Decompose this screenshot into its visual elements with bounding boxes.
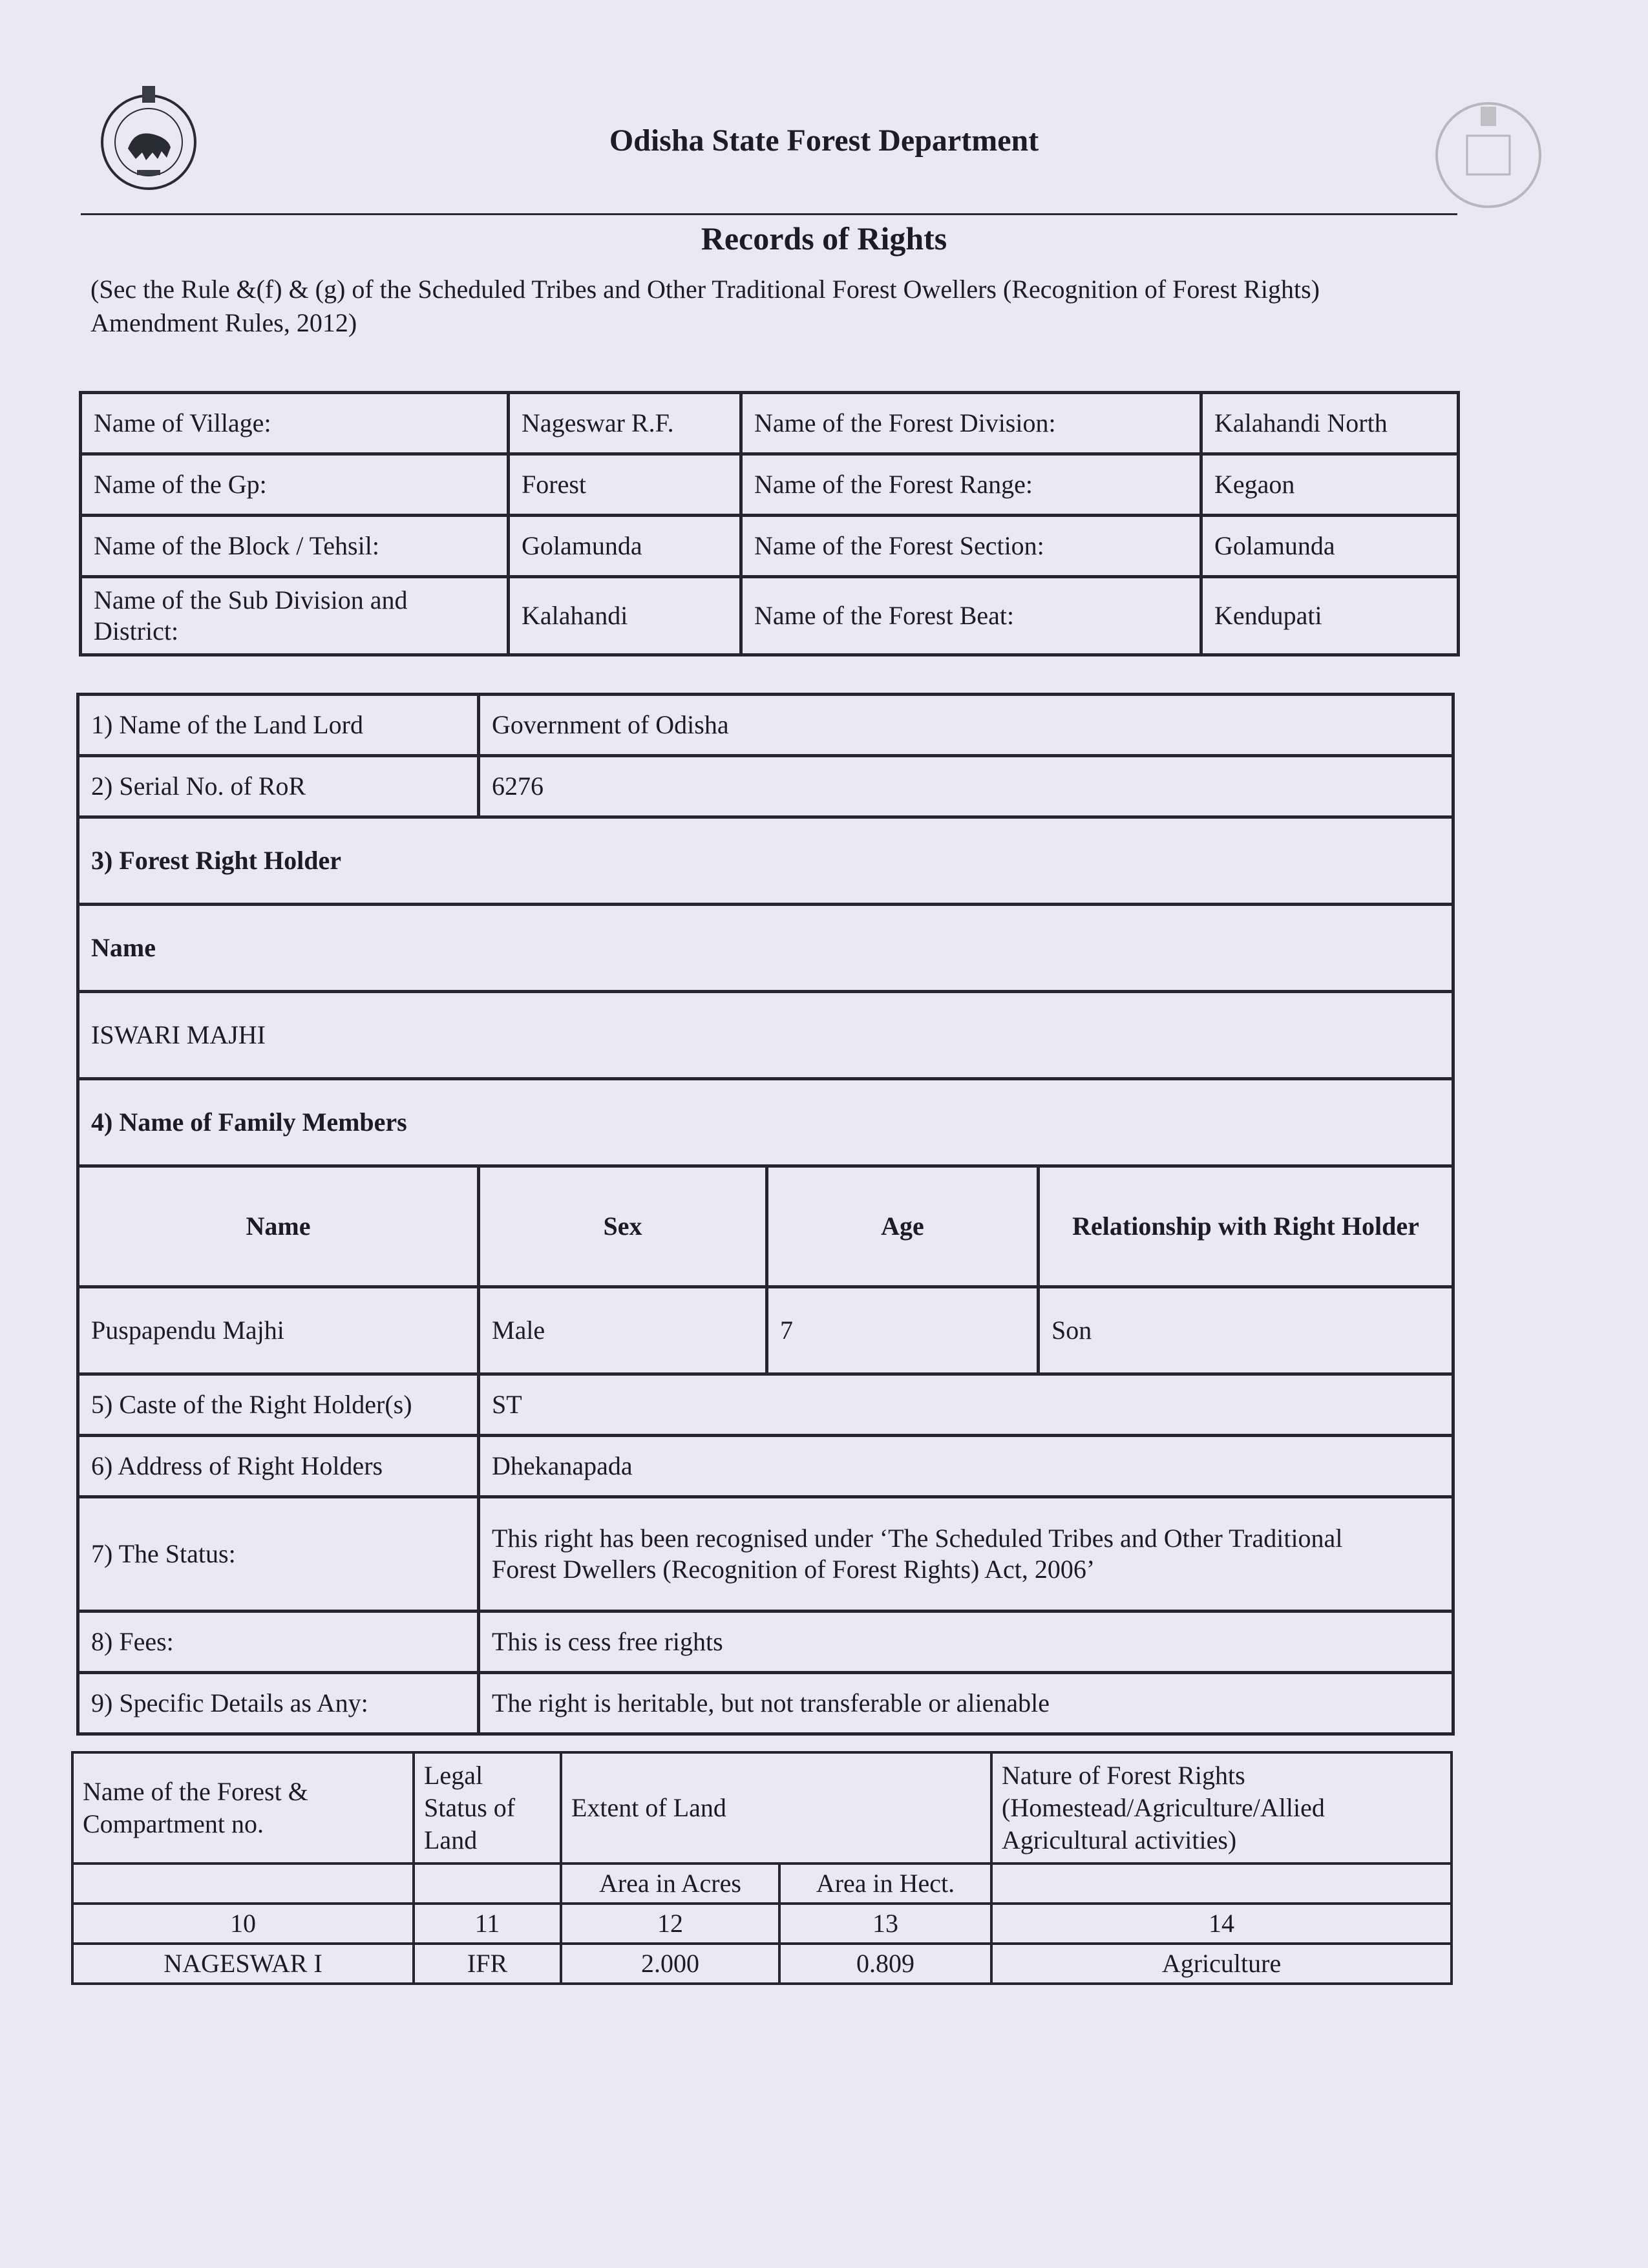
family-members-heading: 4) Name of Family Members — [78, 1079, 1453, 1166]
block-label: Name of the Block / Tehsil: — [81, 516, 509, 577]
table-row — [78, 695, 1453, 756]
family-member-sex: Male — [479, 1287, 767, 1374]
table-row — [78, 1287, 1453, 1374]
table-row — [78, 1436, 1453, 1497]
family-col-relationship: Relationship with Right Holder — [1039, 1166, 1453, 1287]
forest-compartment-value: NAGESWAR I — [72, 1944, 414, 1984]
col-legal-status: Legal Status of Land — [414, 1752, 561, 1864]
blank-cell — [414, 1864, 561, 1904]
table-row — [78, 905, 1453, 992]
family-col-age: Age — [767, 1166, 1039, 1287]
subdivision-label: Name of the Sub Division and District: — [81, 577, 509, 655]
status-line-2: Forest Dwellers (Recognition of Forest Rights) Act, 2006’ — [492, 1555, 1095, 1584]
division-value: Kalahandi North — [1201, 393, 1459, 454]
gp-label: Name of the Gp: — [81, 454, 509, 516]
rule-reference-text: (Sec the Rule &(f) & (g) of the Scheduled Tribes and Other Traditional Forest Owellers (Recognition of Forest Rights) Amendment Rules, 2012) — [90, 275, 1320, 337]
table-row — [72, 1752, 1452, 1864]
village-label: Name of Village: — [81, 393, 509, 454]
table-row — [81, 577, 1459, 655]
range-value: Kegaon — [1201, 454, 1459, 516]
area-acres-value: 2.000 — [561, 1944, 779, 1984]
col-number-10: 10 — [72, 1904, 414, 1944]
table-row — [78, 992, 1453, 1079]
table-row — [81, 516, 1459, 577]
land-extent-table — [71, 1751, 1453, 1985]
blank-cell — [72, 1864, 414, 1904]
table-row — [72, 1944, 1452, 1984]
area-hect-value: 0.809 — [779, 1944, 991, 1984]
landlord-label: 1) Name of the Land Lord — [78, 695, 479, 756]
division-label: Name of the Forest Division: — [741, 393, 1201, 454]
holder-name-heading: Name — [78, 905, 1453, 992]
subdivision-value: Kalahandi — [509, 577, 741, 655]
col-number-14: 14 — [991, 1904, 1452, 1944]
table-row — [72, 1904, 1452, 1944]
col-nature-of-rights: Nature of Forest Rights (Homestead/Agriculture/Allied Agricultural activities) — [991, 1752, 1452, 1864]
table-row — [81, 393, 1459, 454]
table-row — [78, 1166, 1453, 1287]
caste-value: ST — [479, 1374, 1453, 1436]
col-area-hect: Area in Hect. — [779, 1864, 991, 1904]
village-value: Nageswar R.F. — [509, 393, 741, 454]
table-row — [78, 1612, 1453, 1673]
block-value: Golamunda — [509, 516, 741, 577]
section-label: Name of the Forest Section: — [741, 516, 1201, 577]
serial-label: 2) Serial No. of RoR — [78, 756, 479, 817]
table-row — [72, 1864, 1452, 1904]
family-member-relationship: Son — [1039, 1287, 1453, 1374]
beat-label: Name of the Forest Beat: — [741, 577, 1201, 655]
address-value: Dhekanapada — [479, 1436, 1453, 1497]
status-value — [479, 1497, 1453, 1612]
beat-value: Kendupati — [1201, 577, 1459, 655]
details-label: 9) Specific Details as Any: — [78, 1673, 479, 1734]
table-row — [78, 1497, 1453, 1612]
address-label: 6) Address of Right Holders — [78, 1436, 479, 1497]
table-row — [78, 1079, 1453, 1166]
landlord-value: Government of Odisha — [479, 695, 1453, 756]
forest-right-holder-heading: 3) Forest Right Holder — [78, 817, 1453, 905]
details-value: The right is heritable, but not transferable or alienable — [479, 1673, 1453, 1734]
legal-status-value: IFR — [414, 1944, 561, 1984]
serial-value: 6276 — [479, 756, 1453, 817]
col-extent-of-land: Extent of Land — [561, 1752, 991, 1864]
family-member-age: 7 — [767, 1287, 1039, 1374]
table-row — [78, 756, 1453, 817]
range-label: Name of the Forest Range: — [741, 454, 1201, 516]
col-number-11: 11 — [414, 1904, 561, 1944]
status-label: 7) The Status: — [78, 1497, 479, 1612]
section-value: Golamunda — [1201, 516, 1459, 577]
fees-label: 8) Fees: — [78, 1612, 479, 1673]
table-row — [78, 1374, 1453, 1436]
department-title: Odisha State Forest Department — [609, 123, 1039, 158]
col-number-12: 12 — [561, 1904, 779, 1944]
table-row — [81, 454, 1459, 516]
gp-value: Forest — [509, 454, 741, 516]
family-col-sex: Sex — [479, 1166, 767, 1287]
caste-label: 5) Caste of the Right Holder(s) — [78, 1374, 479, 1436]
table-row — [78, 1673, 1453, 1734]
family-col-name: Name — [78, 1166, 479, 1287]
location-table — [79, 391, 1460, 656]
status-line-1: This right has been recognised under ‘The Scheduled Tribes and Other Traditional — [492, 1524, 1343, 1553]
nature-of-rights-value: Agriculture — [991, 1944, 1452, 1984]
header-divider — [81, 213, 1457, 215]
document-title: Records of Rights — [701, 220, 947, 257]
col-forest-compartment: Name of the Forest & Compartment no. — [72, 1752, 414, 1864]
col-area-acres: Area in Acres — [561, 1864, 779, 1904]
col-number-13: 13 — [779, 1904, 991, 1944]
fees-value: This is cess free rights — [479, 1612, 1453, 1673]
family-member-name: Puspapendu Majhi — [78, 1287, 479, 1374]
blank-cell — [991, 1864, 1452, 1904]
record-details-table — [76, 693, 1455, 1736]
table-row — [78, 817, 1453, 905]
holder-name-value: ISWARI MAJHI — [78, 992, 1453, 1079]
